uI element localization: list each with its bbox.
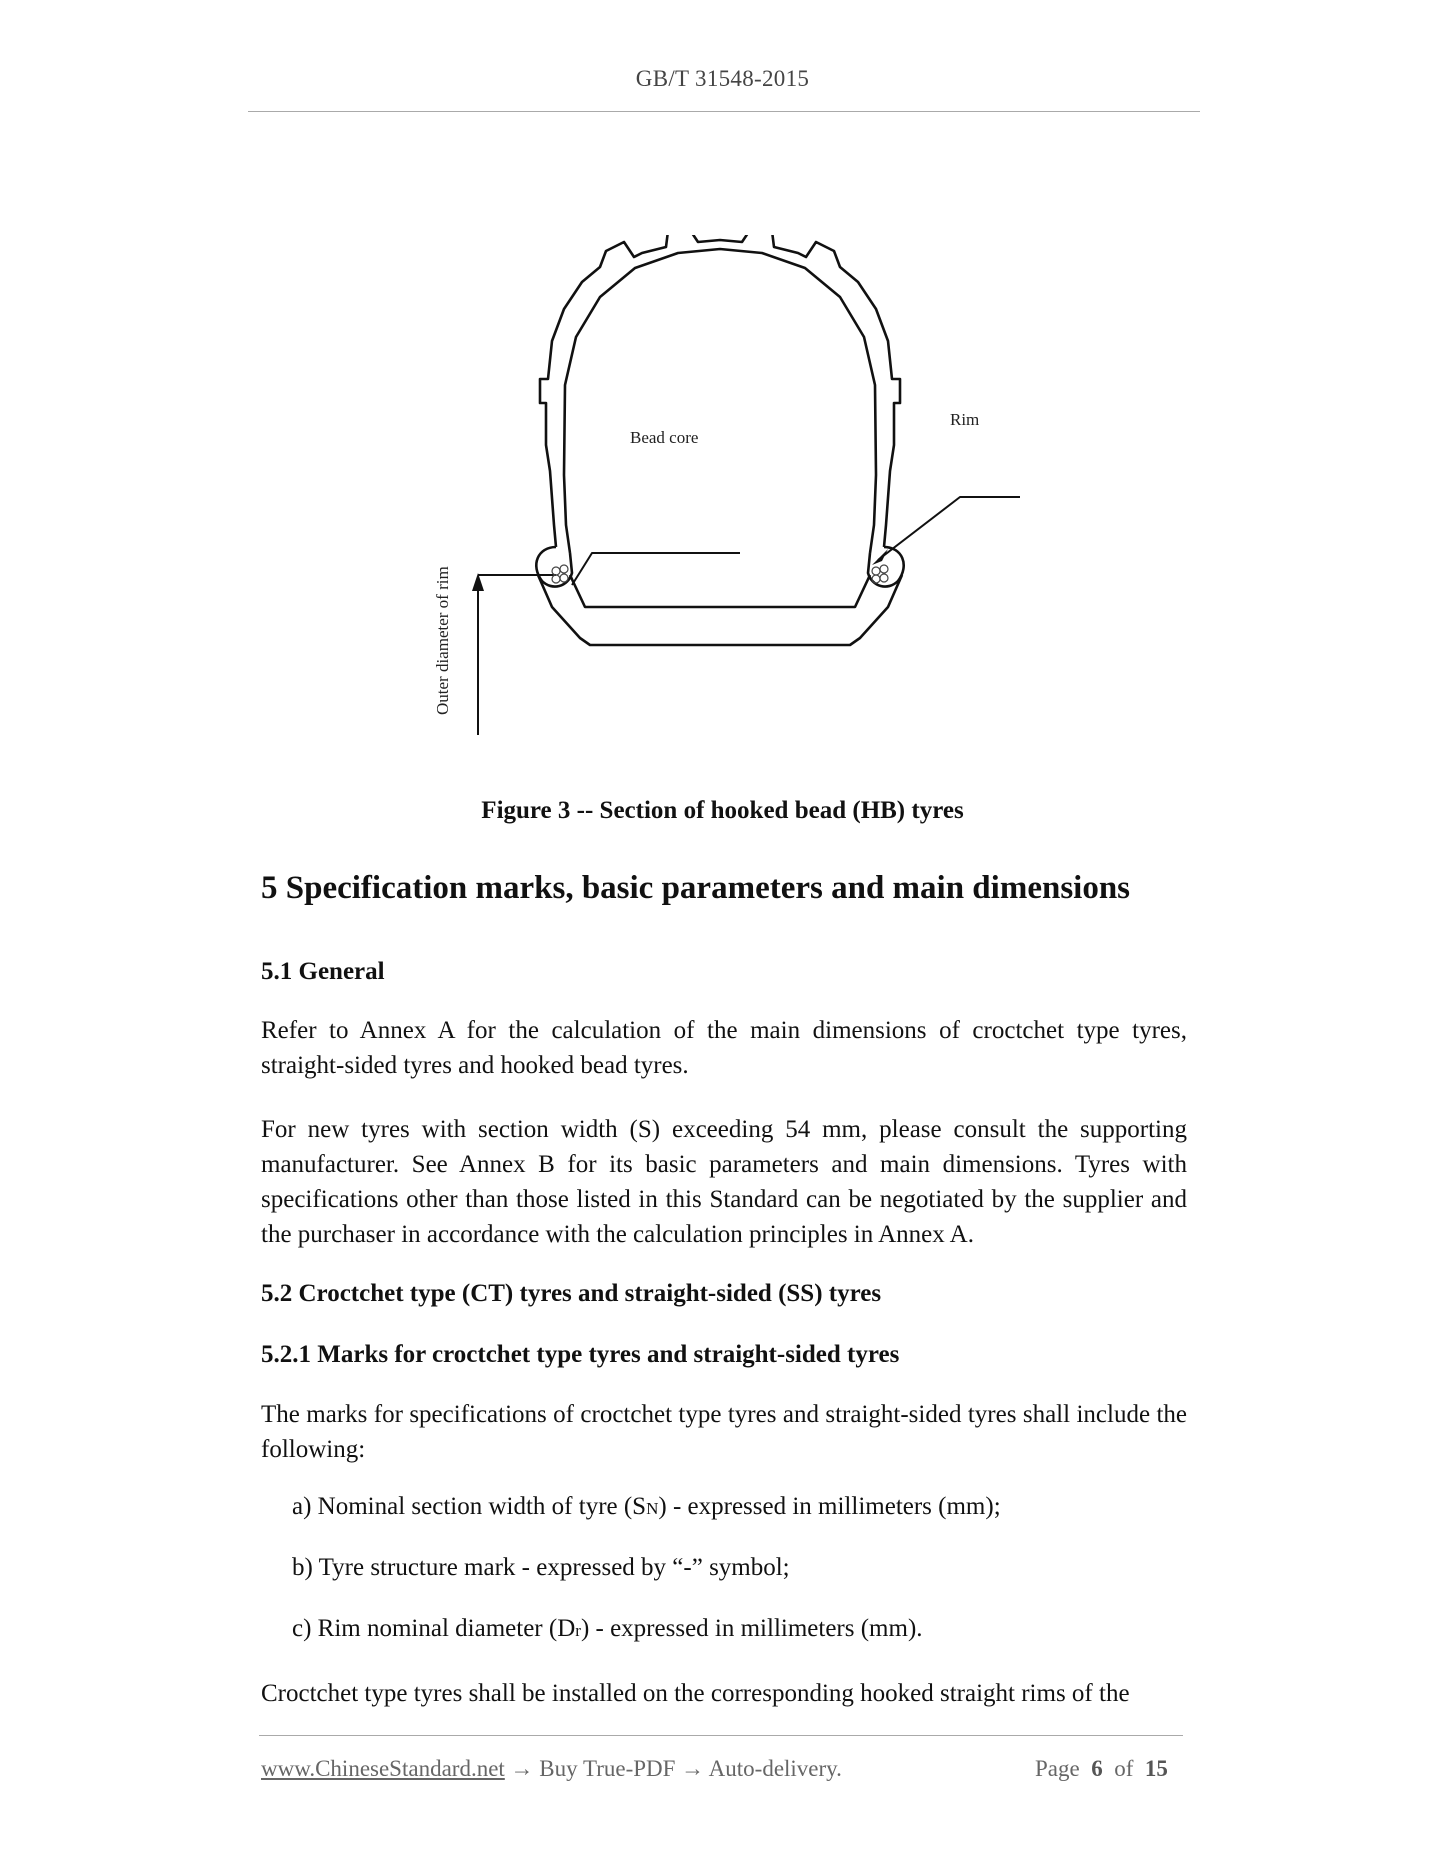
- footer-divider: [259, 1735, 1183, 1736]
- outer-diameter-label: Outer diameter of rim: [433, 566, 452, 715]
- section-5-2-1-title: 5.2.1 Marks for croctchet type tyres and straight-sided tyres: [261, 1341, 900, 1368]
- paragraph-croctchet-rims: Croctchet type tyres shall be installed on the corresponding hooked straight rims of the: [261, 1680, 1130, 1707]
- header-divider: [248, 111, 1200, 112]
- list-item-b: b) Tyre structure mark - expressed by “-” symbol;: [292, 1554, 790, 1581]
- bead-core-leader: [572, 553, 740, 585]
- current-page: 6: [1091, 1756, 1103, 1781]
- paragraph-marks-intro: The marks for specifications of croctchet type tyres and straight-sided tyres shall include the following:: [261, 1401, 1187, 1463]
- section-5-title: 5 Specification marks, basic parameters and main dimensions: [261, 870, 1131, 906]
- header-doc-id: GB/T 31548-2015: [635, 66, 810, 91]
- bead-core-label: Bead core: [630, 428, 699, 447]
- inner-liner: [564, 249, 876, 553]
- total-pages: 15: [1144, 1756, 1168, 1781]
- rim-profile: [538, 575, 902, 645]
- paragraph-annex-a: Refer to Annex A for the calculation of the main dimensions of croctchet type tyres, straight-sided tyres and hooked bead tyres.: [261, 1017, 1187, 1079]
- section-5-2-title: 5.2 Croctchet type (CT) tyres and straight-sided (SS) tyres: [261, 1280, 882, 1307]
- rim-arrowhead: [872, 549, 888, 565]
- list-item-c: c) Rim nominal diameter (Dr) - expressed in millimeters (mm).: [292, 1615, 923, 1642]
- figure-caption: Figure 3 -- Section of hooked bead (HB) tyres: [481, 797, 964, 824]
- footer-tagline: → Buy True-PDF → Auto-delivery.: [504, 1756, 842, 1781]
- site-link[interactable]: www.ChineseStandard.net: [261, 1756, 505, 1781]
- section-5-1-title: 5.1 General: [261, 958, 385, 985]
- subscript-n: N: [646, 1499, 659, 1518]
- page-indicator: Page 6 of 15: [1035, 1756, 1168, 1781]
- paragraph-new-tyres: For new tyres with section width (S) exceeding 54 mm, please consult the supporting manufacturer. See Annex B for its basic parameters and main dimensions. Tyres with specifications other than those listed in this Standard can be negotiated by the supplier and the purchaser in accordance with the calculation principles in Annex A.: [261, 1116, 1187, 1248]
- subscript-r: r: [575, 1621, 581, 1640]
- footer-promo: [261, 1756, 842, 1782]
- bead-core-wires: [552, 565, 888, 583]
- list-item-a: a) Nominal section width of tyre (SN) - expressed in millimeters (mm);: [292, 1493, 1001, 1520]
- tread-outline: [540, 235, 900, 547]
- tyre-section-drawing: [420, 235, 1020, 735]
- rim-label: Rim: [950, 410, 980, 429]
- rim-leader: [878, 497, 1020, 560]
- tyre-section-figure: [420, 235, 1020, 735]
- rim-inner-line: [570, 575, 870, 607]
